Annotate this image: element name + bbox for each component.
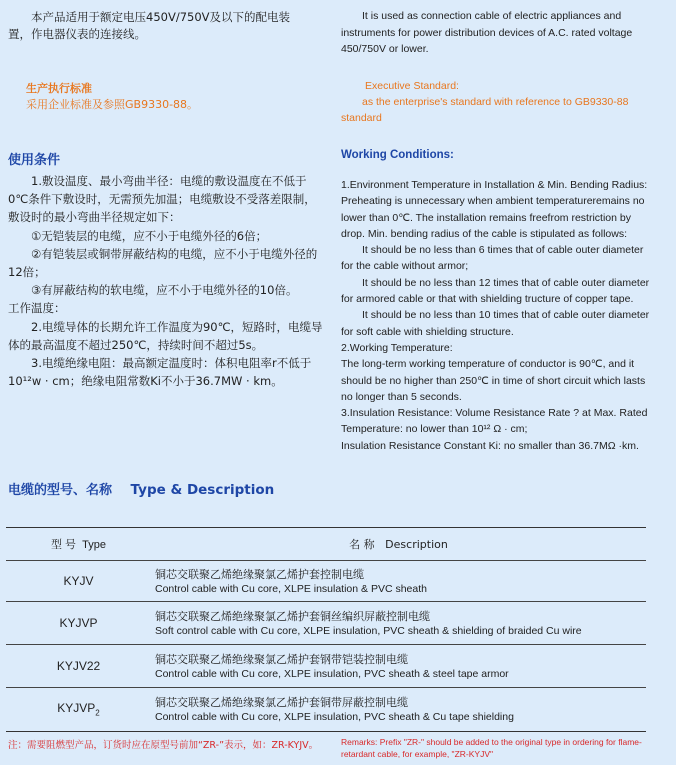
- row-type-sub: 2: [95, 708, 100, 718]
- conditions-cn: [8, 172, 326, 390]
- conditions-cn-p6: 2.电缆导体的长期允许工作温度为90℃，短路时，电缆导体的最高温度不超过250℃，持续时间不超过5s。: [8, 319, 323, 352]
- table-row: [6, 561, 646, 602]
- row-type: KYJV22: [6, 645, 151, 688]
- row-desc-cn: 铜芯交联聚乙烯绝缘聚氯乙烯护套铜丝编织屏蔽控制电缆: [155, 609, 430, 623]
- type-table: [6, 527, 646, 732]
- table-row: [6, 645, 646, 688]
- row-desc-cn: 铜芯交联聚乙烯绝缘聚氯乙烯护套钢带铠装控制电缆: [155, 652, 408, 666]
- conditions-en-p5: 2.Working Temperature:: [341, 341, 453, 354]
- row-desc-cn: 铜芯交联聚乙烯绝缘聚氯乙烯护套铜带屏蔽控制电缆: [155, 696, 408, 709]
- conditions-en: [341, 177, 656, 454]
- conditions-cn-p5: 工作温度：: [8, 301, 66, 316]
- intro-en-text: It is used as connection cable of electric appliances and instruments for power distribution devices of A.C. rated voltage 450/750V or lower.: [341, 10, 633, 55]
- conditions-en-p3: It should be no less than 12 times that of cable outer diameter for armored cable or that with shielding tructure of copper tape.: [341, 276, 650, 306]
- row-desc: [151, 602, 646, 645]
- row-desc-en: Control cable with Cu core, XLPE insulation & PVC sheath: [155, 582, 427, 595]
- table-header-type: [6, 528, 151, 561]
- conditions-en-p4: It should be no less than 10 times that of cable outer diameter for soft cable with shielding structure.: [341, 309, 650, 338]
- header-type-cn: 型 号: [50, 539, 77, 551]
- table-header-row: [6, 528, 646, 561]
- conditions-cn-title: 使用条件: [8, 153, 61, 168]
- note-cn: 注：需要阻燃型产品，订货时应在原型号前加“ZR-”表示，如：ZR-KYJV。: [8, 740, 319, 751]
- row-desc-en: Soft control cable with Cu core, XLPE insulation, PVC sheath & shielding of braided Cu wire: [155, 624, 582, 637]
- table-row: [6, 688, 646, 732]
- intro-cn-text: 本产品适用于额定电压450V/750V及以下的配电装置，作电器仪表的连接线。: [8, 10, 291, 41]
- header-type-en: Type: [82, 539, 107, 551]
- header-desc-en: Description: [385, 538, 448, 551]
- row-desc-en: Control cable with Cu core, XLPE insulation, PVC sheath & Cu tape shielding: [155, 711, 514, 723]
- row-desc: [151, 688, 646, 732]
- conditions-en-p1: 1.Environment Temperature in Installation & Min. Bending Radius: Preheating is unnecessary when ambient temperatureremains no lower than 0℃. The installation remains freefrom restriction by drop. Min. bending radius of the cable is stipulated as follows:: [341, 179, 648, 240]
- row-desc-cn: 铜芯交联聚乙烯绝缘聚氯乙烯护套控制电缆: [155, 567, 364, 581]
- conditions-cn-p2: ①无铠装层的电缆，应不小于电缆外径的6倍；: [31, 228, 268, 243]
- standard-en-title: Executive Standard:: [365, 80, 459, 92]
- standard-en-body: as the enterprise's standard with reference to GB9330-88 standard: [341, 96, 629, 124]
- intro-cn: [8, 9, 308, 43]
- type-heading: [8, 479, 274, 498]
- row-type: KYJVP: [6, 602, 151, 645]
- table-header-desc: [151, 528, 646, 561]
- conditions-en-p8: Insulation Resistance Constant Ki: no smaller than 36.7MΩ ·km.: [341, 439, 639, 452]
- standard-cn: [8, 81, 308, 113]
- header-desc-cn: 名 称: [349, 538, 375, 551]
- conditions-en-p6: The long-term working temperature of conductor is 90℃, and it should be no higher than 250℃ in time of short circuit which lasts no longer than 5 seconds.: [341, 358, 646, 403]
- row-type: KYJV: [6, 561, 151, 602]
- conditions-en-title: Working Conditions:: [341, 149, 454, 161]
- standard-en: [341, 78, 661, 126]
- row-desc: [151, 561, 646, 602]
- row-desc: [151, 645, 646, 688]
- conditions-en-p2: It should be no less than 6 times that of cable outer diameter for the cable without armor;: [341, 244, 644, 273]
- row-desc-en: Control cable with Cu core, XLPE insulation, PVC sheath & steel tape armor: [155, 667, 509, 680]
- note-en: Remarks: Prefix "ZR-" should be added to the original type in ordering for flame-retardant cable, for example, "ZR-KYJV": [341, 737, 642, 759]
- conditions-cn-p3: ②有铠装层或铜带屏蔽结构的电缆，应不小于电缆外径的12倍；: [8, 246, 318, 280]
- row-type-main: KYJVP: [57, 701, 96, 716]
- conditions-cn-p1: 1.敷设温度、最小弯曲半径：电缆的敷设温度在不低于0℃条件下敷设时，无需预先加温；电缆敷设不受落差限制，敷设时的最小弯曲半径规定如下：: [8, 174, 316, 225]
- standard-cn-body: 采用企业标准及参照GB9330-88。: [26, 98, 199, 111]
- row-type: [6, 688, 151, 732]
- conditions-en-p7: 3.Insulation Resistance: Volume Resistance Rate ? at Max. Rated Temperature: no lower than 10¹² Ω · cm;: [341, 407, 648, 436]
- conditions-cn-p4: ③有屏蔽结构的软电缆，应不小于电缆外径的10倍。: [31, 283, 298, 298]
- table-row: [6, 602, 646, 645]
- type-heading-cn: 电缆的型号、名称: [8, 483, 113, 498]
- intro-en: [341, 8, 661, 58]
- type-heading-en: Type & Description: [130, 482, 275, 498]
- standard-cn-title: 生产执行标准: [26, 82, 92, 95]
- conditions-cn-p7: 3.电缆绝缘电阻：最高额定温度时：体积电阻率r不低于10¹²w · cm；绝缘电阻常数Ki不小于36.7MW · km。: [8, 356, 312, 389]
